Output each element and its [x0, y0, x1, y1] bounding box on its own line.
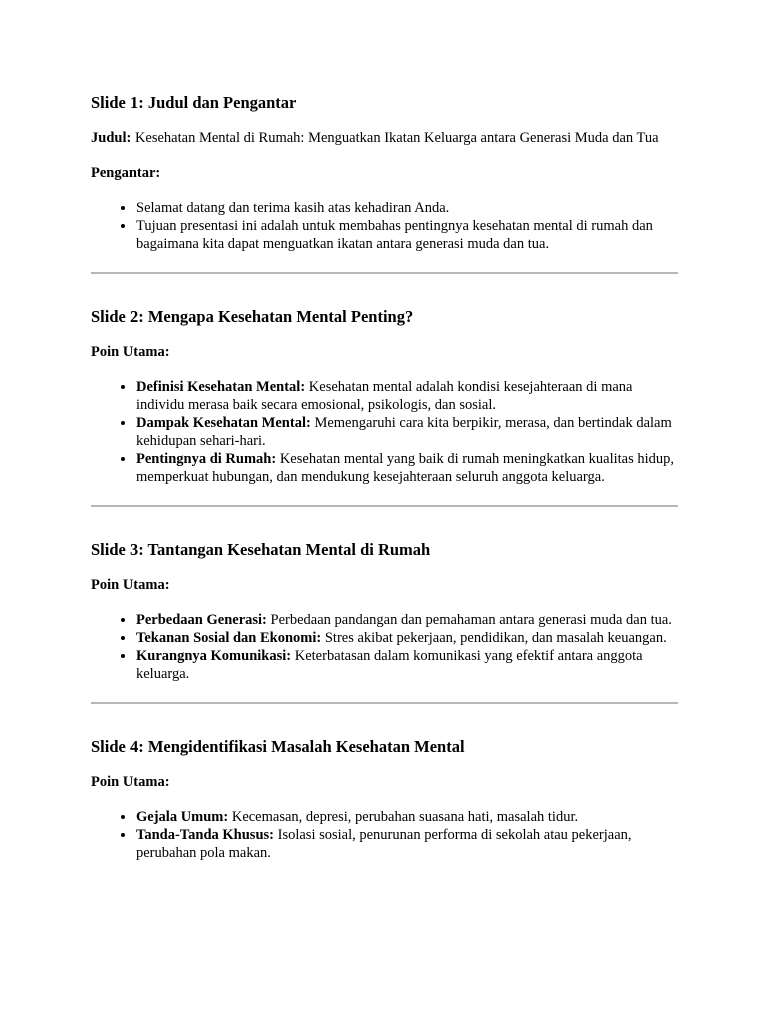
list-item: [136, 826, 681, 862]
title-text: Kesehatan Mental di Rumah: Menguatkan Ikatan Keluarga antara Generasi Muda dan Tua: [134, 130, 659, 146]
slide-2-section: [91, 306, 681, 539]
item-term: Tekanan Sosial dan Ekonomi:: [136, 630, 322, 646]
item-text: Kecemasan, depresi, perubahan suasana hati, masalah tidur.: [231, 809, 579, 825]
slide-4-section: [91, 736, 681, 862]
item-text: Kesehatan mental adalah kondisi kesejahteraan di mana individu merasa baik secara emosional, psikologis, dan sosial.: [136, 379, 633, 413]
slide-1-heading: Slide 1: Judul dan Pengantar: [91, 93, 297, 112]
slide-4-bullet-list: [91, 808, 681, 862]
item-term: Tanda-Tanda Khusus:: [136, 827, 274, 843]
item-term: Dampak Kesehatan Mental:: [136, 415, 311, 431]
list-item: • Tujuan presentasi ini adalah untuk membahas pentingnya kesehatan mental di rumah dan bagaimana kita dapat menguatkan ikatan antara generasi muda dan tua.: [136, 217, 681, 253]
slide-2-points-label-paragraph: [91, 343, 681, 361]
list-item: [136, 808, 681, 826]
item-text: Isolasi sosial, penurunan performa di sekolah atau pekerjaan, perubahan pola makan.: [136, 827, 632, 861]
list-item: [136, 647, 681, 683]
list-item: [136, 378, 681, 414]
intro-label: Pengantar:: [91, 165, 161, 181]
slide-3-bullet-list: [91, 611, 681, 683]
item-term: Pentingnya di Rumah:: [136, 451, 277, 467]
slide-3-heading: Slide 3: Tantangan Kesehatan Mental di Rumah: [91, 540, 431, 559]
document-content: [91, 92, 681, 862]
list-item: [136, 629, 681, 647]
points-label: Poin Utama:: [91, 577, 170, 593]
slide-2-heading: Slide 2: Mengapa Kesehatan Mental Penting?: [91, 307, 414, 326]
title-label: Judul:: [91, 130, 132, 146]
item-text: Memengaruhi cara kita berpikir, merasa, dan bertindak dalam kehidupan sehari-hari.: [136, 415, 672, 449]
item-text: Perbedaan pandangan dan pemahaman antara generasi muda dan tua.: [270, 612, 672, 628]
slide-2-bullet-list: [91, 378, 681, 486]
slide-4-points-label-paragraph: [91, 773, 681, 791]
points-label: Poin Utama:: [91, 344, 170, 360]
list-item: • Selamat datang dan terima kasih atas kehadiran Anda.: [136, 199, 681, 217]
list-item: [136, 450, 681, 486]
slide-4-heading: Slide 4: Mengidentifikasi Masalah Kesehatan Mental: [91, 737, 465, 756]
slide-3-points-label-paragraph: [91, 576, 681, 594]
list-item: [136, 611, 681, 629]
slide-1-intro-label-paragraph: [91, 164, 681, 182]
item-text: Keterbatasan dalam komunikasi yang efektif antara anggota keluarga.: [136, 648, 643, 682]
points-label: Poin Utama:: [91, 774, 170, 790]
slide-1-bullet-list: [91, 199, 681, 253]
item-term: Definisi Kesehatan Mental:: [136, 379, 306, 395]
item-text: Stres akibat pekerjaan, pendidikan, dan masalah keuangan.: [324, 630, 667, 646]
item-term: Perbedaan Generasi:: [136, 612, 267, 628]
item-text: Kesehatan mental yang baik di rumah meningkatkan kualitas hidup, memperkuat hubungan, dan mendukung kesejahteraan seluruh anggota keluarga.: [136, 451, 675, 485]
slide-1-section: [91, 92, 681, 306]
item-term: Gejala Umum:: [136, 809, 229, 825]
slide-3-section: [91, 539, 681, 736]
item-term: Kurangnya Komunikasi:: [136, 648, 292, 664]
slide-1-title-paragraph: [91, 129, 681, 147]
list-item: [136, 414, 681, 450]
